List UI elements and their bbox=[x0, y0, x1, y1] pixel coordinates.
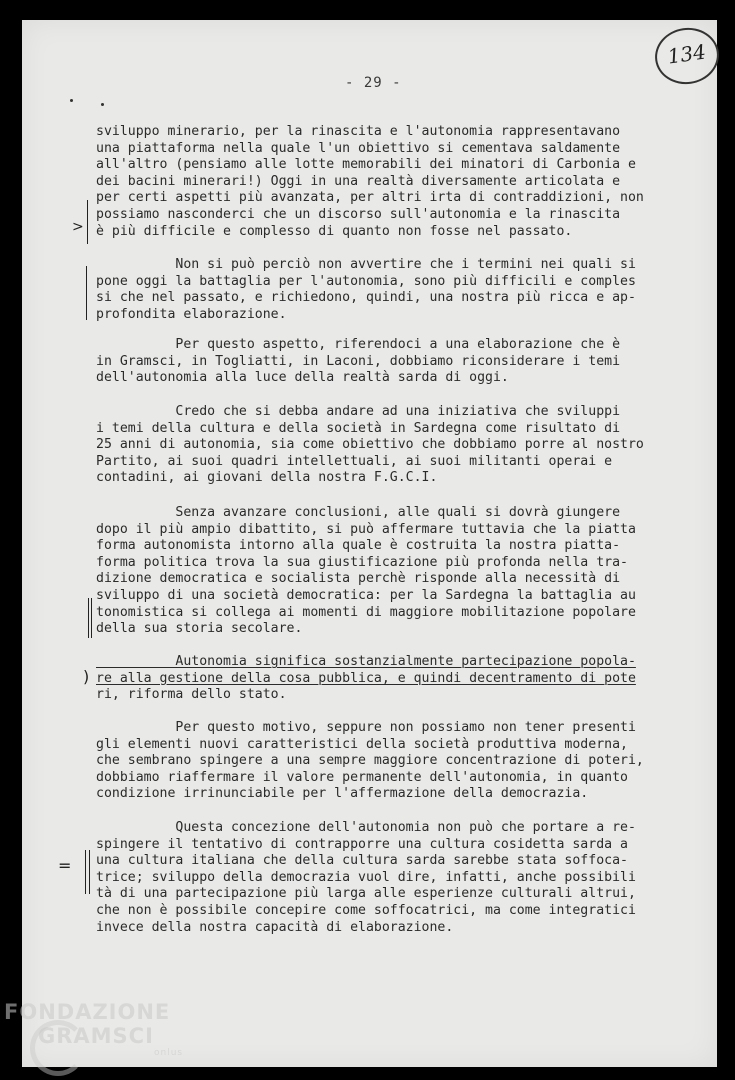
text-line: dei bacini minerari!) Oggi in una realtà diversamente articolata e bbox=[96, 173, 621, 189]
text-line: una piattaforma nella quale l'un obiettivo si cementava saldamente bbox=[96, 140, 621, 156]
watermark-line2: GRAMSCI bbox=[38, 1024, 154, 1048]
text-line: forma autonomista intorno alla quale è costruita la nostra piatta- bbox=[96, 538, 621, 554]
text-line: in Gramsci, in Togliatti, in Laconi, dobbiamo riconsiderare i temi bbox=[96, 353, 621, 369]
text-line: sviluppo di una società democratica: per la Sardegna la battaglia au bbox=[96, 587, 636, 603]
margin-bar bbox=[87, 200, 88, 244]
text-line: sviluppo minerario, per la rinascita e l'autonomia rappresentavano bbox=[96, 124, 621, 139]
text-line: re alla gestione della cosa pubblica, e quindi decentramento di pote bbox=[96, 670, 636, 686]
text-line: Partito, ai suoi quadri intellettuali, ai suoi militanti operai e bbox=[96, 453, 613, 469]
text-line: ri, riforma dello stato. bbox=[96, 687, 287, 703]
text-line: profondita elaborazione. bbox=[96, 306, 287, 322]
text-line: che non è possibile concepire come soffocatrici, ma come integratici bbox=[96, 902, 636, 918]
punch-mark bbox=[70, 99, 73, 102]
text-line: trice; sviluppo della democrazia vuol dire, infatti, anche possibili bbox=[96, 869, 636, 885]
text-line: spingere il tentativo di contrapporre una cultura cosidetta sarda a bbox=[96, 836, 628, 852]
text-line: Senza avanzare conclusioni, alle quali si dovrà giungere bbox=[96, 505, 621, 520]
text-line: Questa concezione dell'autonomia non può che portare a re- bbox=[96, 820, 636, 835]
paragraph-8 bbox=[96, 820, 676, 936]
text-line: possiamo nasconderci che un discorso sull'autonomia e la rinascita bbox=[96, 206, 621, 222]
watermark-line3: onlus bbox=[154, 1048, 184, 1058]
text-line: si che nel passato, e richiedono, quindi, una nostra più ricca e ap- bbox=[96, 290, 636, 306]
page-number: - 29 - bbox=[345, 75, 402, 91]
text-line: dell'autonomia alla luce della realtà sarda di oggi. bbox=[96, 370, 509, 386]
paragraph-6 bbox=[96, 654, 676, 704]
text-line: tonomistica si collega ai momenti di maggiore mobilitazione popolare bbox=[96, 604, 636, 620]
margin-bar bbox=[91, 598, 92, 638]
paragraph-1 bbox=[96, 124, 676, 240]
margin-paren-mark: ) bbox=[83, 667, 90, 686]
margin-bar bbox=[89, 850, 90, 894]
text-line: all'altro (pensiamo alle lotte memorabili dei minatori di Carbonia e bbox=[96, 157, 636, 173]
text-line: forma politica trova la sua giustificazione più profonda nella tra- bbox=[96, 554, 628, 570]
text-line: Non si può perciò non avvertire che i termini nei quali si bbox=[96, 257, 636, 272]
text-line: dobbiamo riaffermare il valore permanente dell'autonomia, in quanto bbox=[96, 769, 628, 785]
text-line: invece della nostra capacità di elaborazione. bbox=[96, 919, 454, 935]
watermark-g-icon bbox=[30, 1020, 86, 1076]
text-line: dopo il più ampio dibattito, si può affermare tuttavia che la piatta bbox=[96, 521, 636, 537]
paragraph-7 bbox=[96, 720, 676, 803]
watermark-line1: FONDAZIONE bbox=[4, 1000, 171, 1024]
text-line: condizione irrinunciabile per l'affermazione della democrazia. bbox=[96, 786, 589, 802]
text-line: Per questo aspetto, riferendoci a una elaborazione che è bbox=[96, 337, 621, 352]
text-line: dizione democratica e socialista perchè risponde alla necessità di bbox=[96, 571, 621, 587]
text-line: gli elementi nuovi caratteristici della società produttiva moderna, bbox=[96, 736, 628, 752]
margin-bar bbox=[88, 598, 89, 638]
text-line: è più difficile e complesso di quanto non fosse nel passato. bbox=[96, 223, 573, 239]
paragraph-4 bbox=[96, 404, 676, 487]
text-line: Autonomia significa sostanzialmente partecipazione popola- bbox=[96, 654, 636, 669]
text-line: i temi della cultura e della società in Sardegna come risultato di bbox=[96, 420, 621, 436]
text-line: per certi aspetti più avanzata, per altri irta di contraddizioni, non bbox=[96, 190, 644, 206]
paragraph-5 bbox=[96, 505, 676, 638]
text-line: contadini, ai giovani della nostra F.G.C.I. bbox=[96, 470, 438, 486]
stamp-number: 134 bbox=[666, 39, 708, 69]
text-line: della sua storia secolare. bbox=[96, 621, 303, 637]
paragraph-3 bbox=[96, 337, 676, 387]
text-line: tà di una partecipazione più larga alle esperienze culturali altrui, bbox=[96, 886, 636, 902]
text-line: che sembrano spingere a una sempre maggiore concentrazione di poteri, bbox=[96, 753, 644, 769]
text-line: pone oggi la battaglia per l'autonomia, sono più difficili e comples bbox=[96, 273, 636, 289]
text-line: Credo che si debba andare ad una iniziativa che sviluppi bbox=[96, 404, 621, 419]
margin-bar bbox=[86, 266, 87, 320]
margin-double-dash-mark: = bbox=[58, 856, 72, 875]
punch-mark bbox=[101, 103, 104, 106]
margin-bar bbox=[85, 850, 86, 894]
paragraph-2 bbox=[96, 257, 676, 323]
text-line: una cultura italiana che della cultura sarda sarebbe stata soffoca- bbox=[96, 853, 628, 869]
text-line: 25 anni di autonomia, sia come obiettivo che dobbiamo porre al nostro bbox=[96, 437, 644, 453]
text-line: Per questo motivo, seppure non possiamo non tener presenti bbox=[96, 720, 636, 735]
margin-arrow-mark: > bbox=[72, 219, 84, 235]
